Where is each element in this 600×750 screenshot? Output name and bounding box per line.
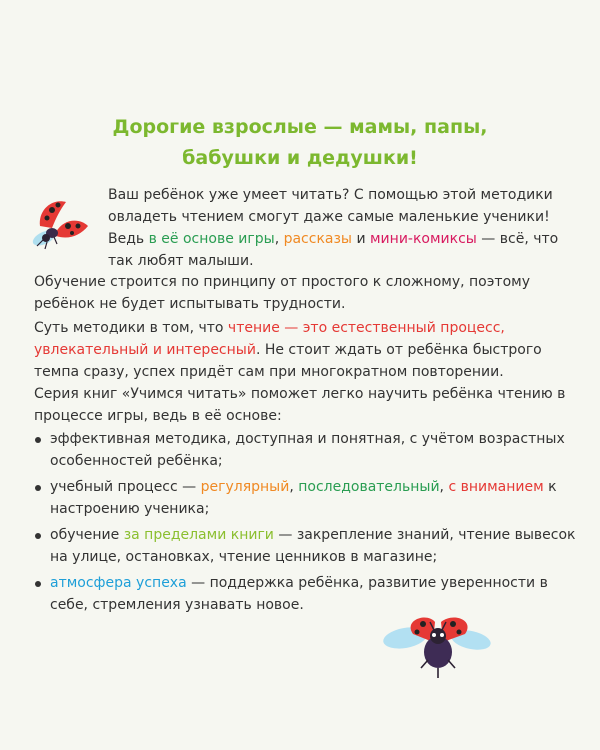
title-line-2: бабушки и дедушки! [182,147,418,169]
intro-and: и [352,231,370,247]
essence-text-end: . Не стоит ждать от ребёнка быстрого темпа сразу, успех придёт сам при многократном повторении. [34,342,542,380]
list-item [34,524,579,568]
list-item [34,428,579,472]
list-item [34,476,579,520]
intro-text: Ваш ребёнок уже умеет читать? С помощью этой методики овладеть чтением смогут даже самые маленькие ученики! Ведь [108,187,553,247]
title-line-1: Дорогие взрослые — мамы, папы, [112,116,488,138]
list-item-text-end: — поддержка ребёнка, развитие уверенности в себе, стремления узнавать новое. [50,575,548,613]
list-separator: , [439,479,449,495]
list-item-text: обучение [50,527,124,543]
intro-paragraph [108,184,578,272]
ladybug-left-illustration [30,196,92,252]
series-paragraph: Серия книг «Учимся читать» поможет легко научить ребёнка чтению в процессе игры, ведь в её основе: [34,386,566,424]
page-title [40,112,560,174]
comics-highlight: мини-комиксы [370,231,477,247]
list-item-text: учебный процесс — [50,479,201,495]
attention-highlight: с вниманием [448,479,544,495]
intro-text-end: — всё, что так любят малыши. [108,231,559,269]
ladybug-bottom-illustration [383,612,493,680]
reading-highlight: чтение — это естественный процесс, увлекательный и интересный [34,320,505,358]
intro-separator: , [274,231,284,247]
list-item [34,572,579,616]
sequential-highlight: последовательный [298,479,440,495]
games-highlight: в её основе игры [148,231,275,247]
stories-highlight: рассказы [283,231,352,247]
list-item-text-end: к настроению ученика; [50,479,557,517]
regular-highlight: регулярный [200,479,290,495]
list-separator: , [289,479,299,495]
success-highlight: атмосфера успеха [50,575,187,591]
method-paragraph: Обучение строится по принципу от простого к сложному, поэтому ребёнок не будет испытывать трудности. [34,274,530,312]
essence-paragraph [34,317,574,383]
list-item-text: эффективная методика, доступная и понятная, с учётом возрастных особенностей ребёнка; [50,431,565,469]
list-item-text-end: — закрепление знаний, чтение вывесок на улице, остановках, чтение ценников в магазине; [50,527,576,565]
beyond-book-highlight: за пределами книги [123,527,274,543]
features-list [34,428,579,620]
essence-text: Суть методики в том, что [34,320,228,336]
